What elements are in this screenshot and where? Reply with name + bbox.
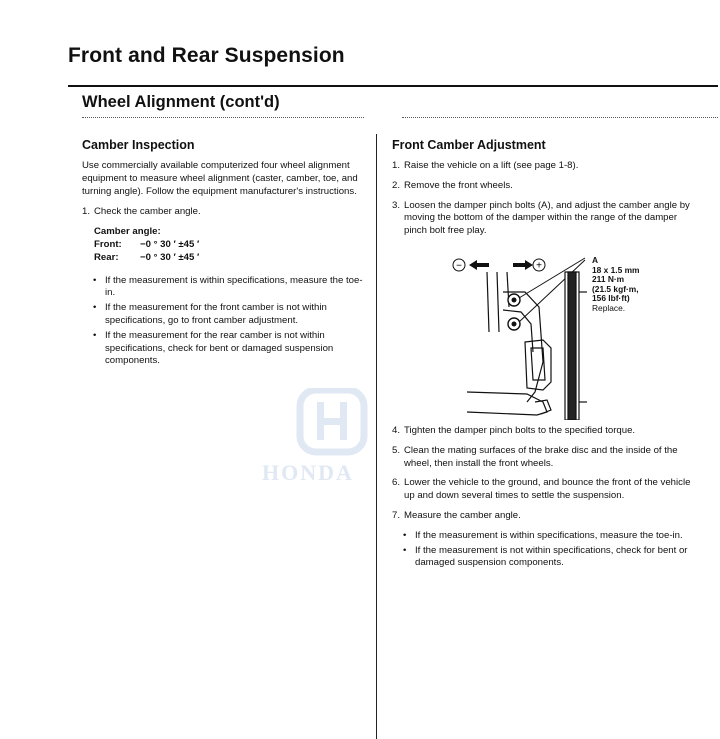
step-text: Tighten the damper pinch bolts to the specified torque. bbox=[404, 424, 636, 436]
step-text: Check the camber angle. bbox=[94, 206, 201, 218]
bullet-icon: • bbox=[93, 329, 97, 341]
camber-inspection-heading: Camber Inspection bbox=[82, 138, 195, 152]
plus-sign: + bbox=[536, 260, 542, 272]
step-number: 2. bbox=[392, 179, 401, 191]
front-step-6 bbox=[392, 477, 692, 503]
bullet-text: If the measurement for the front camber is not within specifications, go to front camber adjustment. bbox=[105, 302, 327, 326]
front-step-3 bbox=[392, 200, 692, 238]
spec-key: Rear: bbox=[94, 251, 119, 263]
bolt-center bbox=[512, 322, 517, 327]
spec-label: Camber angle: bbox=[94, 226, 161, 238]
bullet-icon: • bbox=[93, 274, 97, 286]
front-camber-heading: Front Camber Adjustment bbox=[392, 138, 546, 152]
section-title: Wheel Alignment (cont'd) bbox=[82, 93, 280, 111]
step-number: 6. bbox=[392, 477, 401, 489]
brake-disc bbox=[565, 272, 587, 420]
bullet-icon: • bbox=[403, 544, 407, 556]
bullet-text: If the measurement is within specifications, measure the toe-in. bbox=[415, 529, 683, 541]
list-item bbox=[403, 545, 692, 571]
list-item bbox=[82, 330, 367, 368]
spec-value: −0 ° 30 ′ ±45 ′ bbox=[140, 238, 200, 250]
camber-intro: Use commercially available computerized four wheel alignment equipment to measure wheel alignment (caster, camber, toe, and turning angle). Follow the equipment manufacturer's instructions. bbox=[82, 160, 358, 197]
step-text: Lower the vehicle to the ground, and bounce the front of the vehicle up and down several times to settle the suspension. bbox=[404, 477, 691, 502]
spec-row-front bbox=[94, 239, 367, 252]
step-number: 4. bbox=[392, 424, 401, 436]
camber-step-1 bbox=[82, 206, 367, 219]
front-step-2 bbox=[392, 180, 692, 193]
torque-line: 18 x 1.5 mm bbox=[592, 264, 640, 275]
step-number: 7. bbox=[392, 509, 401, 521]
list-item bbox=[82, 302, 367, 328]
front-step-5 bbox=[392, 445, 692, 471]
step-text: Remove the front wheels. bbox=[404, 179, 513, 191]
arrow-left-icon bbox=[469, 260, 489, 270]
camber-spec bbox=[94, 226, 367, 264]
camber-bullets bbox=[82, 275, 367, 369]
arrow-right-icon bbox=[513, 260, 533, 270]
bullet-icon: • bbox=[403, 529, 407, 541]
bullet-text: If the measurement is within specifications, measure the toe-in. bbox=[105, 274, 363, 299]
torque-callout bbox=[592, 256, 640, 314]
step-number: 1. bbox=[82, 206, 91, 218]
damper-pinch-bolt-diagram bbox=[447, 252, 687, 420]
torque-line: 156 lbf·ft) bbox=[592, 293, 630, 304]
torque-line: (21.5 kgf·m, bbox=[592, 283, 639, 294]
step-text: Measure the camber angle. bbox=[404, 509, 521, 521]
spec-value: −0 ° 30 ′ ±45 ′ bbox=[140, 251, 200, 263]
minus-sign: − bbox=[456, 260, 462, 272]
list-item bbox=[82, 275, 367, 301]
step-number: 5. bbox=[392, 444, 401, 456]
step-text: Raise the vehicle on a lift (see page 1-8). bbox=[404, 160, 579, 171]
bullet-text: If the measurement for the rear camber is not within specifications, check for bent or damaged suspension components. bbox=[105, 329, 334, 367]
damper-strut bbox=[487, 272, 543, 402]
bullet-text: If the measurement is not within specifications, check for bent or damaged suspension components. bbox=[415, 544, 688, 569]
step7-bullets bbox=[403, 530, 692, 570]
section-rule-left bbox=[82, 117, 364, 118]
bullet-icon: • bbox=[93, 302, 97, 314]
spec-key: Front: bbox=[94, 238, 122, 250]
replace-note: Replace. bbox=[592, 302, 626, 313]
page-title: Front and Rear Suspension bbox=[68, 44, 345, 67]
bolt-center bbox=[512, 298, 517, 303]
honda-watermark bbox=[262, 388, 402, 493]
camber-inspection-column bbox=[82, 137, 367, 370]
front-step-1 bbox=[392, 160, 692, 173]
section-rule-right bbox=[402, 117, 718, 118]
front-step-7 bbox=[392, 510, 692, 523]
title-rule bbox=[68, 85, 718, 87]
spec-row-rear bbox=[94, 252, 367, 265]
front-step-4 bbox=[392, 425, 692, 438]
step-number: 1. bbox=[392, 160, 401, 171]
step-number: 3. bbox=[392, 199, 401, 211]
list-item bbox=[403, 530, 692, 543]
watermark-text: HONDA bbox=[262, 460, 354, 485]
step-text: Clean the mating surfaces of the brake disc and the inside of the wheel, then install the front wheels. bbox=[404, 444, 678, 469]
torque-line: 211 N·m bbox=[592, 274, 625, 285]
callout-label: A bbox=[592, 255, 599, 265]
step-text: Loosen the damper pinch bolts (A), and adjust the camber angle by moving the bottom of the damper within the range of the damper pinch bolt free play. bbox=[404, 199, 690, 237]
